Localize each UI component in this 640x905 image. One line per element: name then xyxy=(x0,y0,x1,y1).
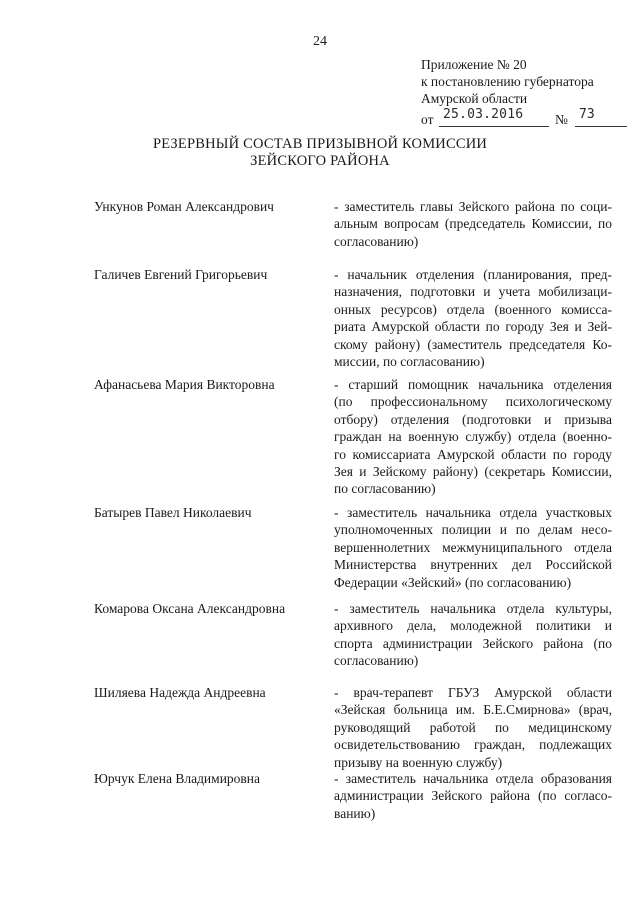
member-role-line: граждан на военную службу) отдела (военно- xyxy=(334,429,612,445)
member-role-line: - начальник отделения (планирования, пред- xyxy=(334,267,612,282)
number-underline xyxy=(575,126,627,127)
member-role-line: администрации Зейского района (по согласо- xyxy=(334,788,612,804)
member-role-line: руководящий работой по медицинскому xyxy=(334,719,612,735)
page-number: 24 xyxy=(313,34,327,49)
member-role-line: - заместитель начальника отдела образования xyxy=(334,771,612,786)
appendix-title: Приложение № 20 xyxy=(421,57,527,72)
member-role-line: отбору) отделения (подготовки и призыва xyxy=(334,411,612,427)
member-name: Галичев Евгений Григорьевич xyxy=(94,267,268,282)
number-label: № xyxy=(555,112,568,127)
member-name: Шиляева Надежда Андреевна xyxy=(94,685,266,700)
document-title xyxy=(0,136,640,170)
member-role-line: спорта администрации Зейского района (по xyxy=(334,635,612,651)
member-role xyxy=(334,504,612,591)
title-line-2: ЗЕЙСКОГО РАЙОНА xyxy=(250,153,390,169)
member-role-line: - заместитель главы Зейского района по соци- xyxy=(334,199,612,214)
appendix-decree: к постановлению губернатора xyxy=(421,74,594,89)
member-role-line: уполномоченных полиции и по делам несо- xyxy=(334,522,612,538)
member-role-line: - заместитель начальника отдела участковых xyxy=(334,505,612,520)
member-role-line: вершеннолетних межмуниципального отдела xyxy=(334,539,612,555)
member-role-line: по согласованию) xyxy=(334,481,436,497)
appendix-date-number-row xyxy=(421,107,621,127)
date-underline xyxy=(439,126,549,127)
member-role-line: назначения, подготовки и учета мобилизаци- xyxy=(334,284,612,300)
member-role-line: альным вопросам (председатель Комиссии, по xyxy=(334,216,612,232)
member-role xyxy=(334,376,612,498)
member-role-line: - заместитель начальника отдела культуры, xyxy=(334,601,612,616)
title-line-1: РЕЗЕРВНЫЙ СОСТАВ ПРИЗЫВНОЙ КОМИССИИ xyxy=(152,136,488,152)
member-role-line: риата Амурской области по городу Зея и Зей- xyxy=(334,319,612,335)
member-role-line: ванию) xyxy=(334,805,376,821)
member-role-line: освидетельствованию граждан, подлежащих xyxy=(334,737,612,753)
member-role-line: скому району) (заместитель председателя Ко- xyxy=(334,336,612,352)
member-role xyxy=(334,684,612,771)
appendix-number: 73 xyxy=(579,107,595,122)
member-role-line: (по профессиональному психологическому xyxy=(334,394,612,410)
member-role xyxy=(334,770,612,822)
member-role xyxy=(334,600,612,670)
member-role-line: миссии, по согласованию) xyxy=(334,354,485,370)
member-role-line: «Зейская больница им. Б.Е.Смирнова» (врач, xyxy=(334,702,612,718)
appendix-region: Амурской области xyxy=(421,91,528,106)
member-role xyxy=(334,266,612,370)
member-role-line: го комиссариата Амурской области по городу xyxy=(334,446,612,462)
member-role-line: согласованию) xyxy=(334,233,419,249)
member-role-line: архивного дела, молодежной политики и xyxy=(334,618,612,634)
member-role-line: онных ресурсов) отдела (военного комисса- xyxy=(334,301,612,317)
member-role-line: согласованию) xyxy=(334,653,419,669)
member-role-line: призыву на военную службу) xyxy=(334,754,503,770)
member-name: Комарова Оксана Александровна xyxy=(94,601,286,616)
member-name: Юрчук Елена Владимировна xyxy=(94,771,261,786)
date-prefix: от xyxy=(421,112,434,127)
member-role-line: Министерства внутренних дел Российской xyxy=(334,557,612,573)
member-role-line: - врач-терапевт ГБУЗ Амурской области xyxy=(334,685,612,700)
member-role-line: - старший помощник начальника отделения xyxy=(334,377,612,392)
member-name: Ункунов Роман Александрович xyxy=(94,199,274,214)
member-name: Батырев Павел Николаевич xyxy=(94,505,252,520)
appendix-date: 25.03.2016 xyxy=(443,107,524,122)
member-role-line: Федерации «Зейский» (по согласованию) xyxy=(334,574,572,590)
member-role-line: Зея и Зейскому району) (секретарь Комиссии, xyxy=(334,464,612,480)
member-role xyxy=(334,198,612,250)
member-name: Афанасьева Мария Викторовна xyxy=(94,377,275,392)
appendix-header xyxy=(421,56,621,127)
